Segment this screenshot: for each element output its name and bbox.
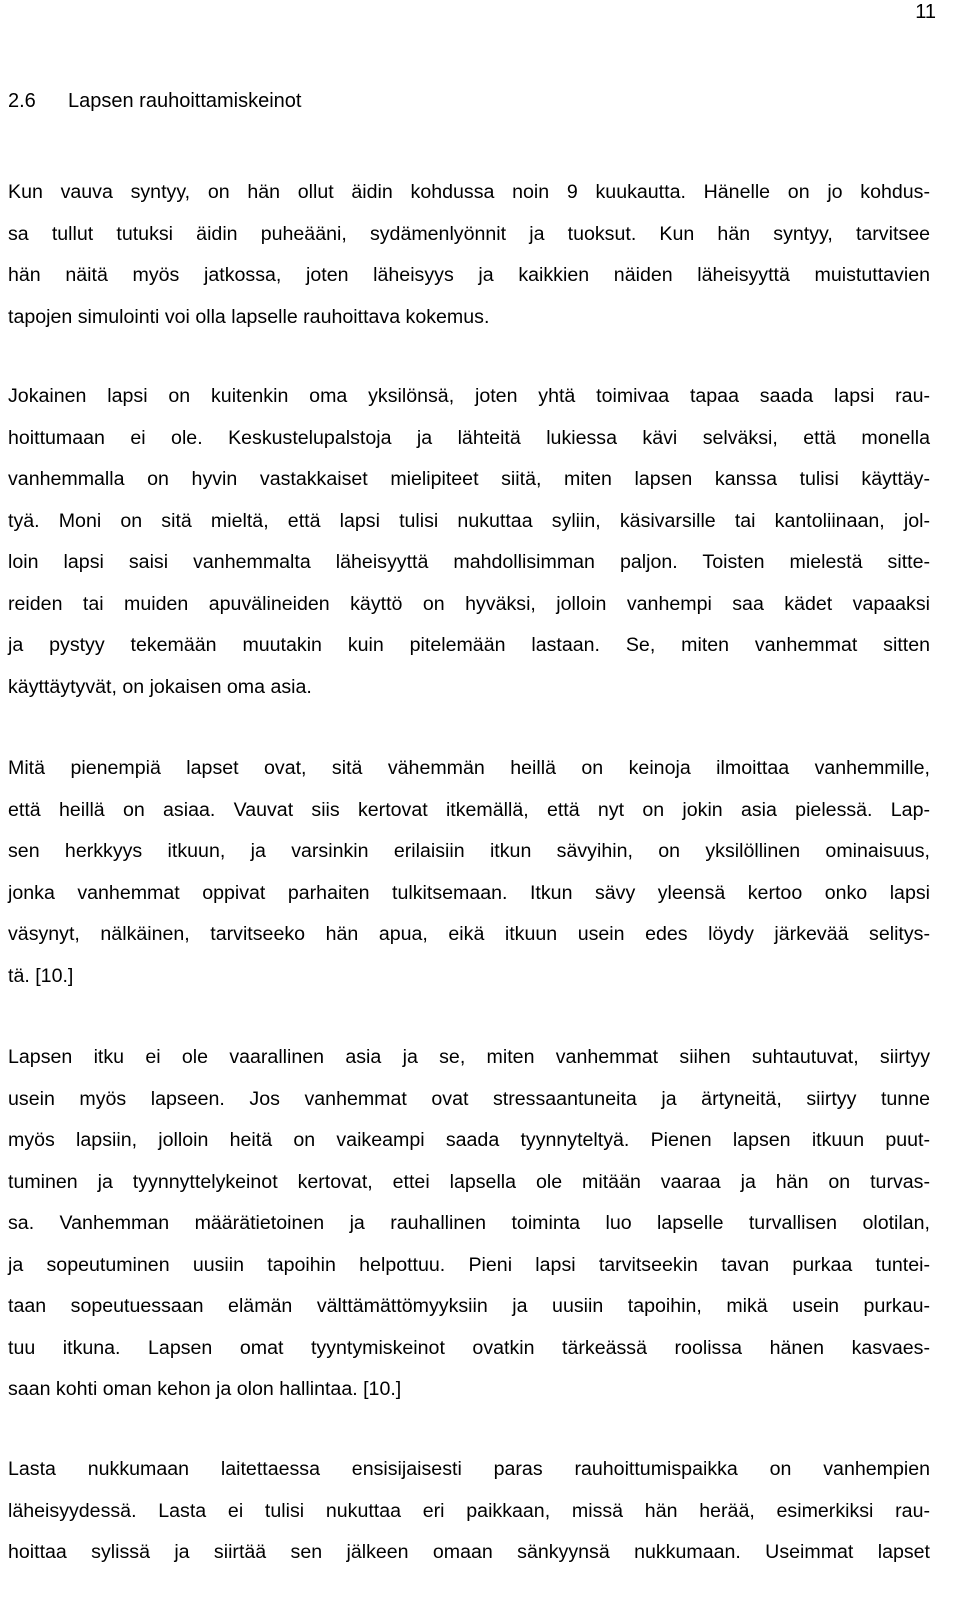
text-line: myös lapsiin, jolloin heitä on vaikeampi saada tyynnyteltyä. Pienen lapsen itkuun puut- xyxy=(8,1129,930,1151)
text-line: läheisyydessä. Lasta ei tulisi nukuttaa eri paikkaan, missä hän herää, esimerkiksi rau- xyxy=(8,1499,930,1522)
paragraph-1 xyxy=(8,172,930,338)
text-line: tuminen ja tyynnyttelykeinot kertovat, ettei lapsella ole mitään vaaraa ja hän on turvas- xyxy=(8,1170,930,1193)
text-line: loin lapsi saisi vanhemmalta läheisyyttä mahdollisimman paljon. Toisten mielestä sitte- xyxy=(8,551,930,573)
text-line: jonka vanhemmat oppivat parhaiten tulkitsemaan. Itkun sävy yleensä kertoo onko lapsi xyxy=(8,881,930,904)
text-line: vanhemmalla on hyvin vastakkaiset mielipiteet siitä, miten lapsen kanssa tulisi käyttäy- xyxy=(8,468,930,490)
text-line: usein myös lapseen. Jos vanhemmat ovat stressaantuneita ja ärtyneitä, siirtyy tunne xyxy=(8,1087,930,1110)
text-line: että heillä on asiaa. Vauvat siis kertovat itkemällä, että nyt on jokin asia pielessä. Lap- xyxy=(8,798,930,821)
text-line: saan kohti oman kehon ja olon hallintaa. [10.] xyxy=(8,1378,402,1400)
paragraph-4 xyxy=(8,1037,930,1411)
text-line: sen herkkyys itkuun, ja varsinkin erilaisiin itkun sävyihin, on yksilöllinen ominaisuus, xyxy=(8,840,930,862)
paragraph-2 xyxy=(8,376,930,708)
text-line: ja pystyy tekemään muutakin kuin pitelemään lastaan. Se, miten vanhemmat sitten xyxy=(8,634,930,656)
text-line: taan sopeutuessaan elämän välttämättömyyksiin ja uusiin tapoihin, mikä usein purkau- xyxy=(8,1295,930,1317)
section-title: Lapsen rauhoittamiskeinot xyxy=(68,90,302,112)
text-line: reiden tai muiden apuvälineiden käyttö on hyväksi, jolloin vanhempi saa kädet vapaaksi xyxy=(8,592,930,615)
text-line: tapojen simulointi voi olla lapselle rauhoittava kokemus. xyxy=(8,305,490,328)
text-line: Kun vauva syntyy, on hän ollut äidin kohdussa noin 9 kuukautta. Hänelle on jo kohdus- xyxy=(8,181,930,203)
section-heading xyxy=(8,88,301,114)
page-number: 11 xyxy=(915,1,936,23)
text-line: tuu itkuna. Lapsen omat tyyntymiskeinot ovatkin tärkeässä roolissa hänen kasvaes- xyxy=(8,1336,930,1359)
text-line: hoittaa sylissä ja siirtää sen jälkeen omaan sänkyynsä nukkumaan. Useimmat lapset xyxy=(8,1541,930,1563)
text-line: hän näitä myös jatkossa, joten läheisyys ja kaikkien näiden läheisyyttä muistuttavien xyxy=(8,264,930,286)
text-line: ja sopeutuminen uusiin tapoihin helpottuu. Pieni lapsi tarvitseekin tavan purkaa tuntei- xyxy=(8,1253,930,1276)
text-line: Lasta nukkumaan laitettaessa ensisijaisesti paras rauhoittumispaikka on vanhempien xyxy=(8,1458,930,1480)
paragraph-3 xyxy=(8,748,930,997)
text-line: tä. [10.] xyxy=(8,964,74,987)
text-line: Mitä pienempiä lapset ovat, sitä vähemmän heillä on keinoja ilmoittaa vanhemmille, xyxy=(8,757,930,779)
text-line: hoittumaan ei ole. Keskustelupalstoja ja lähteitä lukiessa kävi selväksi, että monella xyxy=(8,426,930,449)
text-line: Jokainen lapsi on kuitenkin oma yksilönsä, joten yhtä toimivaa tapaa saada lapsi rau- xyxy=(8,385,930,407)
text-line: Lapsen itku ei ole vaarallinen asia ja se, miten vanhemmat siihen suhtautuvat, siirtyy xyxy=(8,1046,930,1068)
section-number: 2.6 xyxy=(8,90,36,112)
text-line: tyä. Moni on sitä mieltä, että lapsi tulisi nukuttaa syliin, käsivarsille tai kantoliinaan, jol- xyxy=(8,509,930,532)
text-line: käyttäytyvät, on jokaisen oma asia. xyxy=(8,675,312,698)
text-line: sa. Vanhemman määrätietoinen ja rauhallinen toiminta luo lapselle turvallisen olotilan, xyxy=(8,1212,930,1234)
text-line: sa tullut tutuksi äidin puheääni, sydämenlyönnit ja tuoksut. Kun hän syntyy, tarvitsee xyxy=(8,222,930,245)
paragraph-5 xyxy=(8,1449,930,1574)
text-line: väsynyt, nälkäinen, tarvitseeko hän apua, eikä itkuun usein edes löydy järkevää selitys- xyxy=(8,923,930,945)
